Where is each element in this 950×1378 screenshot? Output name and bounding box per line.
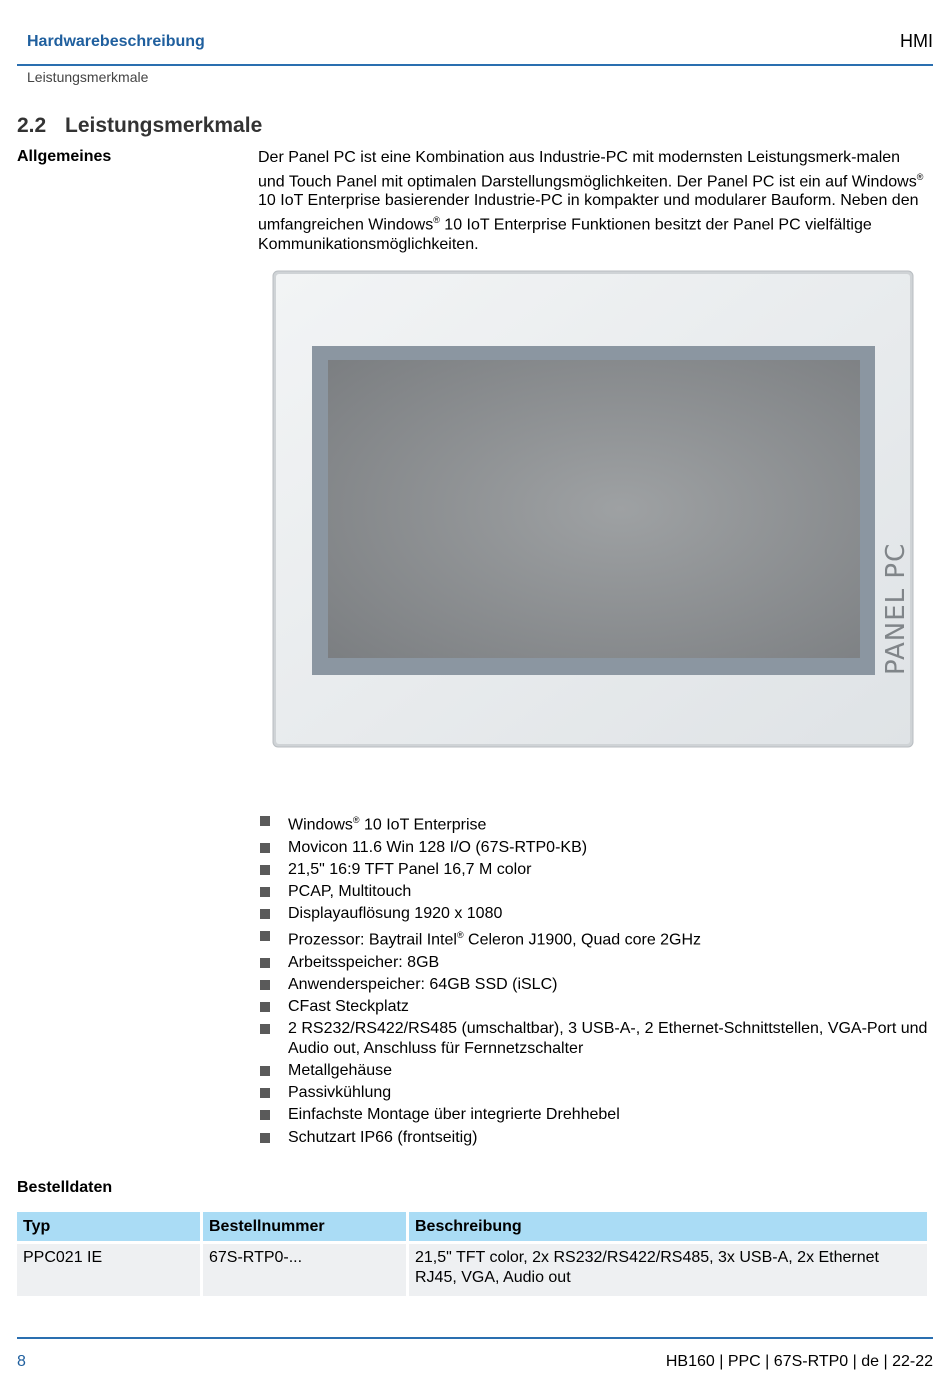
bullet-square-icon [260, 909, 270, 919]
list-item: 2 RS232/RS422/RS485 (umschaltbar), 3 USB-A-, 2 Ethernet-Schnittstellen, VGA-Port und Audio out, Anschluss für Fernnetzschalter [258, 1019, 930, 1058]
header-subtitle: Leistungsmerkmale [27, 69, 149, 85]
order-table-header [17, 1212, 927, 1241]
list-item: Movicon 11.6 Win 128 I/O (67S-RTP0-KB) [258, 838, 930, 858]
cell-description: 21,5" TFT color, 2x RS232/RS422/RS485, 3x USB-A, 2x Ethernet RJ45, VGA, Audio out [409, 1244, 927, 1296]
column-header-description: Beschreibung [409, 1212, 927, 1241]
list-item: Schutzart IP66 (frontseitig) [258, 1128, 930, 1148]
list-item: 21,5" 16:9 TFT Panel 16,7 M color [258, 860, 930, 880]
table-row [17, 1244, 927, 1296]
cell-order-number: 67S-RTP0-... [203, 1244, 406, 1296]
header-title: Hardwarebeschreibung [27, 33, 205, 50]
bullet-square-icon [260, 1066, 270, 1076]
list-item: Einfachste Montage über integrierte Drehhebel [258, 1105, 930, 1125]
header-product: HMI [900, 31, 933, 51]
bullet-square-icon [260, 958, 270, 968]
section-heading [17, 114, 262, 138]
bullet-square-icon [260, 1088, 270, 1098]
header-divider [17, 64, 933, 66]
general-paragraph: Der Panel PC ist eine Kombination aus Industrie-PC mit modernsten Leistungsmerk-malen und Touch Panel mit optimalen Darstellungsmöglichkeiten. Der Panel PC ist ein auf Windows® 10 IoT Enterprise basierender Industrie-PC in kompakter und modularer Bauform. Neben den umfangreichen Windows® 10 IoT Enterprise Funktionen besitzt der Panel PC vielfältige Kommunikationsmöglichkeiten. [258, 149, 924, 253]
list-item: Prozessor: Baytrail Intel® Celeron J1900, Quad core 2GHz [258, 926, 930, 950]
general-label: Allgemeines [17, 148, 112, 165]
list-item: PCAP, Multitouch [258, 882, 930, 902]
column-header-type: Typ [17, 1212, 200, 1241]
bullet-square-icon [260, 887, 270, 897]
bullet-square-icon [260, 865, 270, 875]
bullet-square-icon [260, 1110, 270, 1120]
list-item: CFast Steckplatz [258, 997, 930, 1017]
bullet-square-icon [260, 980, 270, 990]
column-header-order-number: Bestellnummer [203, 1212, 406, 1241]
bullet-square-icon [260, 1002, 270, 1012]
section-number: 2.2 [17, 114, 47, 137]
feature-list [258, 811, 930, 1150]
list-item: Windows® 10 IoT Enterprise [258, 811, 930, 835]
cell-type: PPC021 IE [17, 1244, 200, 1296]
footer-divider [17, 1337, 933, 1339]
list-item: Metallgehäuse [258, 1061, 930, 1081]
bullet-square-icon [260, 931, 270, 941]
bullet-square-icon [260, 1024, 270, 1034]
bullet-square-icon [260, 816, 270, 826]
list-item: Passivkühlung [258, 1083, 930, 1103]
order-label: Bestelldaten [17, 1179, 113, 1196]
list-item: Anwenderspeicher: 64GB SSD (iSLC) [258, 975, 930, 995]
section-title: Leistungsmerkmale [65, 114, 263, 137]
order-table [14, 1209, 930, 1299]
page-number: 8 [17, 1353, 26, 1370]
bullet-square-icon [260, 843, 270, 853]
list-item: Displayauflösung 1920 x 1080 [258, 904, 930, 924]
bullet-square-icon [260, 1133, 270, 1143]
panel-pc-image [272, 270, 914, 748]
document-reference: HB160 | PPC | 67S-RTP0 | de | 22-22 [665, 1353, 933, 1370]
panel-pc-label: PANEL PC [881, 542, 911, 675]
list-item: Arbeitsspeicher: 8GB [258, 953, 930, 973]
